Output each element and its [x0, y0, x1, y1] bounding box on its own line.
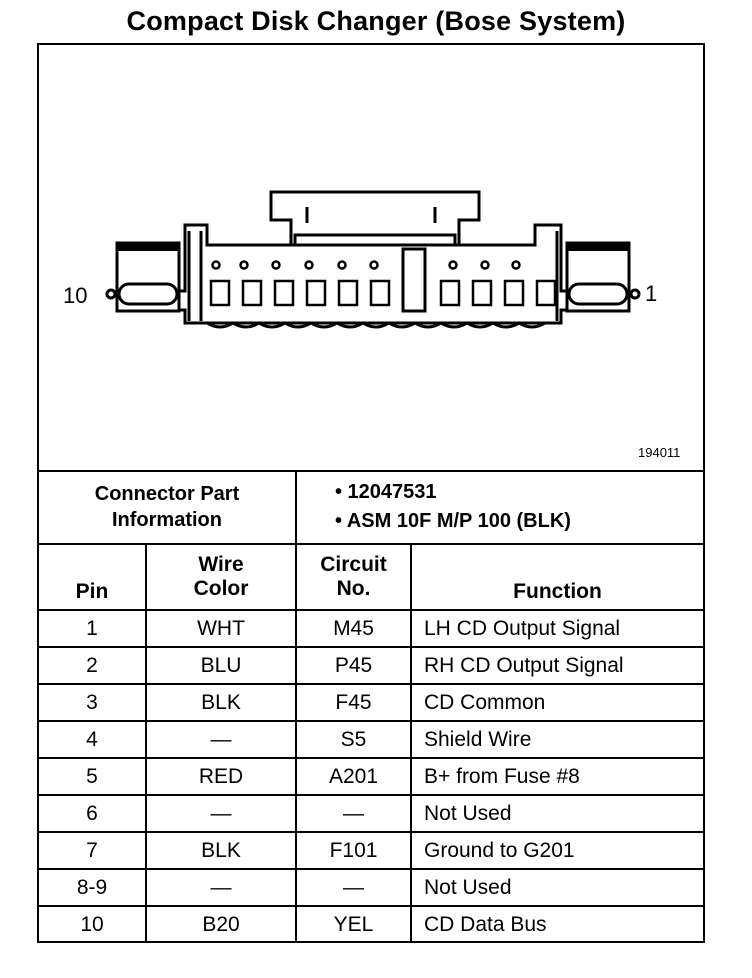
table-row — [39, 906, 703, 942]
circuit-cell: YEL — [296, 906, 411, 942]
header-wire-color — [146, 544, 296, 610]
connector-diagram — [39, 45, 703, 472]
header-circuit — [296, 544, 411, 610]
table-row — [39, 610, 703, 647]
table-row — [39, 795, 703, 832]
pin-cell: 8-9 — [39, 869, 146, 906]
function-cell: Ground to G201 — [411, 832, 703, 869]
connector-hole — [273, 262, 280, 269]
header-wire-color-line2: Color — [193, 577, 249, 600]
connector-info-row — [39, 470, 703, 544]
pin-cavity — [339, 281, 357, 305]
function-cell: Not Used — [411, 869, 703, 906]
connector-info-label-line1: Connector Part — [94, 482, 240, 505]
wire-color-cell: RED — [146, 758, 296, 795]
connector-info-data — [296, 470, 703, 544]
connector-hole — [306, 262, 313, 269]
pin-cavity — [371, 281, 389, 305]
wire-color-cell: BLK — [146, 684, 296, 721]
pin-1-label: 1 — [645, 281, 658, 306]
page-title: Compact Disk Changer (Bose System) — [126, 6, 626, 36]
header-pin: Pin — [39, 544, 146, 610]
circuit-cell: S5 — [296, 721, 411, 758]
function-cell: Shield Wire — [411, 721, 703, 758]
connector-hole — [371, 262, 378, 269]
function-cell: LH CD Output Signal — [411, 610, 703, 647]
pinout-table — [39, 470, 703, 942]
connector-hole — [213, 262, 220, 269]
pin-cell: 10 — [39, 906, 146, 942]
wire-color-cell: BLU — [146, 647, 296, 684]
wire-color-cell: — — [146, 795, 296, 832]
pin-cavity — [275, 281, 293, 305]
table-row — [39, 647, 703, 684]
pin-cell: 1 — [39, 610, 146, 647]
table-row — [39, 869, 703, 906]
function-cell: CD Common — [411, 684, 703, 721]
figure-number: 194011 — [638, 445, 681, 460]
function-cell: B+ from Fuse #8 — [411, 758, 703, 795]
connector-info-label — [39, 470, 296, 544]
pin-cell: 4 — [39, 721, 146, 758]
header-circuit-line1: Circuit — [320, 553, 387, 576]
pin-10-label: 10 — [63, 283, 88, 308]
circuit-cell: — — [296, 869, 411, 906]
circuit-cell: A201 — [296, 758, 411, 795]
connector-frame — [37, 43, 705, 943]
circuit-cell: P45 — [296, 647, 411, 684]
pin-cavity — [307, 281, 325, 305]
table-row — [39, 758, 703, 795]
wire-color-cell: BLK — [146, 832, 296, 869]
pin-cavity — [505, 281, 523, 305]
part-description: • ASM 10F M/P 100 (BLK) — [335, 509, 571, 532]
part-number: • 12047531 — [335, 480, 437, 503]
circuit-cell: F101 — [296, 832, 411, 869]
connector-drawing — [39, 45, 703, 470]
pin-cell: 5 — [39, 758, 146, 795]
header-function: Function — [411, 544, 703, 610]
header-circuit-line2: No. — [336, 577, 371, 600]
circuit-cell: — — [296, 795, 411, 832]
pin-cavity — [243, 281, 261, 305]
table-row — [39, 832, 703, 869]
function-cell: CD Data Bus — [411, 906, 703, 942]
circuit-cell: F45 — [296, 684, 411, 721]
pin-cavity — [441, 281, 459, 305]
circuit-cell: M45 — [296, 610, 411, 647]
connector-info-label-line2: Information — [112, 508, 222, 531]
pin-cell: 2 — [39, 647, 146, 684]
table-body — [39, 610, 703, 942]
connector-hole — [513, 262, 520, 269]
table-row — [39, 684, 703, 721]
table-row — [39, 721, 703, 758]
connector-hole — [482, 262, 489, 269]
connector-hole — [241, 262, 248, 269]
pin-cell: 7 — [39, 832, 146, 869]
pin-cavity — [211, 281, 229, 305]
wire-color-cell: — — [146, 869, 296, 906]
wire-color-cell: — — [146, 721, 296, 758]
connector-hole — [450, 262, 457, 269]
pin-cavity — [537, 281, 555, 305]
pin-cell: 6 — [39, 795, 146, 832]
wire-color-cell: WHT — [146, 610, 296, 647]
function-cell: Not Used — [411, 795, 703, 832]
wire-color-cell: B20 — [146, 906, 296, 942]
connector-hole — [339, 262, 346, 269]
header-wire-color-line1: Wire — [198, 553, 244, 576]
pin-cavity — [473, 281, 491, 305]
pin-cell: 3 — [39, 684, 146, 721]
table-header-row — [39, 544, 703, 610]
function-cell: RH CD Output Signal — [411, 647, 703, 684]
